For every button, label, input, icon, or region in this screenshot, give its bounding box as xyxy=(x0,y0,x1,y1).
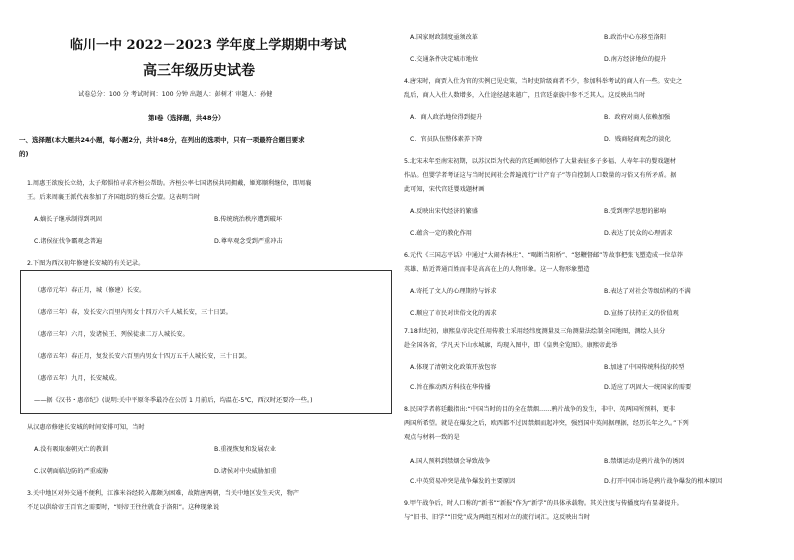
exam-meta: 试卷总分：100 分 考试时间：100 分钟 出题人：彭树才 审题人：孙健 xyxy=(78,91,273,98)
exam-subtitle: 高三年级历史试卷 xyxy=(143,63,255,79)
question-5-option-d: D.表达了民众的心理需求 xyxy=(604,230,673,237)
question-3-option-d: D.南方经济地位的提升 xyxy=(604,56,667,63)
question-8-stem-line2: 两国所希望。就是在爆发之后，欧西都不过因禁烟而起冲突，强烈国中英间据理据，经历长年之久。”下列 xyxy=(404,420,689,427)
question-1-option-c: C.诸侯征伐争霸观念普遍 xyxy=(34,238,103,245)
question-8-option-d: D.打开中国市场是鸦片战争爆发的根本原因 xyxy=(604,478,723,485)
question-5-stem-line1: 5.北宋末年至南宋初期，以苏汉臣为代表的宫廷画师创作了大量表征多子多福、人寿年丰的婴戏题材 xyxy=(404,158,676,165)
question-4-option-b: B．政府对商人依赖加强 xyxy=(604,114,671,121)
question-5-option-a: A.反映出宋代经济的繁盛 xyxy=(410,208,478,215)
question-6-option-b: B.表达了对社会等级结构的不满 xyxy=(604,288,691,295)
question-3-option-b: B.政治中心东移至洛阳 xyxy=(604,34,666,41)
question-8-option-b: B.禁烟运动是鸦片战争的诱因 xyxy=(604,458,685,465)
question-1-stem-line2: 王。后来周襄王派代表参加了齐国组织的葵丘会盟。这表明当时 xyxy=(27,194,201,201)
question-4-option-d: D．贱商轻商观念的淡化 xyxy=(604,136,671,143)
question-7-option-d: D.适应了巩固大一统国家的需要 xyxy=(604,384,692,391)
question-1-option-d: D.尊卑观念受到严重冲击 xyxy=(214,238,283,245)
question-8-stem-line3: 观点与材料一致的是 xyxy=(404,434,460,441)
question-4-option-a: A．商人政治地位得到提升 xyxy=(410,114,483,121)
question-2-stem: 2.下图为西汉初年修建长安城的有关记录。 xyxy=(27,260,145,267)
question-1-option-b: B.传统统治秩序遭到破坏 xyxy=(214,216,283,223)
section-intro-line2: 的) xyxy=(19,150,29,158)
question-5-option-b: B.受到理学思想的影响 xyxy=(604,208,666,215)
question-6-stem-line1: 6.元代《三国志平话》中通过“大闹杏林庄”、“喝断当阳桥”、“怒鞭督邮”等故事把张飞塑造成一位草莽 xyxy=(404,252,683,259)
question-2-option-d: D.诸侯对中央威胁加重 xyxy=(214,468,277,475)
question-3-option-a: A.国家财政制度亟须改革 xyxy=(410,34,478,41)
question-1-option-a: A.嫡长子继承制得到巩固 xyxy=(34,216,102,223)
question-8-option-a: A.国人预料到禁烟会导致战争 xyxy=(410,458,491,465)
question-5-stem-line2: 作品。但婴学者考证这与当时民间社会普遍流行“计产育子”等自控制人口数量的习俗又有所矛盾。据 xyxy=(404,172,677,179)
section-heading: 第Ⅰ卷（选择题，共48分） xyxy=(148,114,225,122)
section-intro-line1: 一、选择题(本大题共24小题，每小题2分，共计48分，在列出的选项中，只有一项最符合题目要求 xyxy=(19,136,305,144)
record-line-4: （惠帝五年）春正月，复发长安六百里内男女十四万五千人城长安，三十日罢。 xyxy=(34,353,251,360)
question-4-option-c: C．官员队伍整体素养下降 xyxy=(410,136,483,143)
question-6-option-a: A.寄托了文人的心理期待与诉求 xyxy=(410,288,497,295)
question-7-stem-line2: 赴全国各省，学凡天下山水城廓，均现入图中，即《皇舆全览图》。康熙帝此举 xyxy=(404,342,618,349)
question-9-stem-line2: 与“旧书、旧学”“旧党”成为两组互相对立的流行词汇。这反映出当时 xyxy=(404,514,591,521)
question-9-stem-line1: 9.甲午战争后，时人口称的“新书”“新报”作为“新学”的具体承载物。其关注度与传播度均有显著提升。 xyxy=(404,500,683,507)
question-5-option-c: C.蕴含一定的教化作用 xyxy=(410,230,472,237)
question-4-stem-line2: 乱后，商人入仕人数增多，入仕途径越来越广，且宫廷豪族中参不乏其人。这反映出当时 xyxy=(404,92,646,99)
question-2-ask: 从汉惠帝修建长安城的时间安排可知，当时 xyxy=(27,424,145,431)
exam-title: 临川一中 2022－2023 学年度上学期期中考试 xyxy=(70,38,347,53)
question-6-option-d: D.宣扬了扶持正义的价值观 xyxy=(604,310,679,317)
question-7-option-c: C.旨在推动西方科技在华传播 xyxy=(410,384,491,391)
record-line-3: （惠帝三年）六月，发诸侯王、列侯徒隶二万人城长安。 xyxy=(34,331,189,338)
question-5-stem-line3: 此可知，宋代宫廷婴戏题材画 xyxy=(404,186,485,193)
question-7-stem-line1: 7.18世纪初，康熙皇帝决定任用传教士采用经纬度测量及三角测量法绘制全国地图，测绘人员分 xyxy=(404,328,666,335)
record-source: ——据《汉书・惠帝纪》(说明:关中平原冬季最冷在公历 1 月前后，均温在-5℃，西汉时还要冷一些。) xyxy=(34,397,313,404)
question-8-option-c: C.中英贸易冲突是战争爆发的主要原因 xyxy=(410,478,516,485)
question-4-stem-line1: 4.唐宋时，商贾入仕为官的实例已见史策，当时吏阶级商者不少，参加科举考试的商人有一些。安史之 xyxy=(404,78,683,85)
question-2-option-c: C.汉朝面临边防的严重威胁 xyxy=(34,468,109,475)
question-3-stem-line1: 3.关中地区对外交通不便利，江淮米谷经转入都颇为困难，故隋唐两朝，当关中地区发生天灾，物产 xyxy=(27,490,299,497)
question-3-option-c: C.交通条件决定城市地位 xyxy=(410,56,479,63)
question-8-stem-line1: 8.民国学者蒋廷黻指出:“中国当时的目的全在禁烟……鸦片战争的发生，非中、英两国所预料，更非 xyxy=(404,406,676,413)
record-line-1: （惠帝元年）春正月，城（修建）长安。 xyxy=(34,287,146,294)
question-6-option-c: C.顺应了市民对世俗文化的需求 xyxy=(410,310,497,317)
record-line-2: （惠帝三年）春，发长安六百里内男女十四万六千人城长安，三十日罢。 xyxy=(34,309,232,316)
question-2-option-b: B.重视恢复和发展农业 xyxy=(214,446,276,453)
record-line-5: （惠帝五年）九月，长安城成。 xyxy=(34,375,121,382)
question-1-stem-line1: 1.周惠王欲废长立幼，太子郑惧怕寻求齐桓公帮助。齐桓公率七国诸侯共同拥戴，姬郑顺利继位，即周襄 xyxy=(27,180,312,187)
question-6-stem-line2: 英雄、贴近普通百姓而非是高高在上的人物形象。这一人物形象塑造 xyxy=(404,266,590,273)
question-7-option-b: B.加速了中国传统科技的转型 xyxy=(604,364,685,371)
question-2-option-a: A.没有吸取秦朝灭亡的教训 xyxy=(34,446,109,453)
question-7-option-a: A.体现了清朝文化政策开放包容 xyxy=(410,364,497,371)
question-3-stem-line2: 不足以供给帝王百官之需要时，“则帝王往往就食于洛阳”。这种现象说 xyxy=(27,504,220,511)
